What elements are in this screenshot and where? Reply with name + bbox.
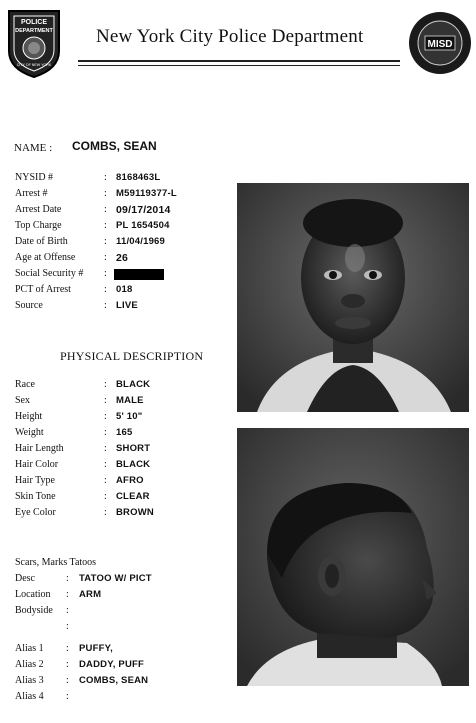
field-value: BROWN	[116, 507, 154, 518]
field-label: Alias 2	[15, 659, 44, 670]
field-value: 11/04/1969	[116, 236, 166, 247]
field-row-arrest-date: Arrest Date : 09/17/2014	[15, 204, 171, 216]
field-label: Source	[15, 300, 43, 311]
field-value: DADDY, PUFF	[79, 659, 145, 670]
field-row-alias-3: Alias 3 : COMBS, SEAN	[15, 675, 149, 686]
field-row-hair-type: Hair Type : AFRO	[15, 475, 144, 486]
redaction-box	[114, 269, 164, 280]
logo-text-department: DEPARTMENT	[15, 28, 53, 34]
logo-text-city: CITY OF NEW YORK	[16, 63, 52, 67]
field-value: M59119377-L	[116, 188, 177, 199]
field-row-height: Height : 5' 10"	[15, 411, 143, 422]
marks-heading	[0, 557, 235, 573]
field-value: BLACK	[116, 379, 151, 390]
header-rule-thin	[78, 65, 400, 66]
field-row-sex: Sex : MALE	[15, 395, 144, 406]
field-label: Weight	[15, 427, 44, 438]
field-row-arrest-number: Arrest # : M59119377-L	[15, 188, 177, 199]
field-label: Arrest Date	[15, 204, 62, 215]
physical-description-heading: PHYSICAL DESCRIPTION	[60, 349, 204, 363]
field-value: MALE	[116, 395, 144, 406]
field-label: Eye Color	[15, 507, 56, 518]
field-value: PL 1654504	[116, 220, 170, 231]
field-row-social-security: Social Security # :	[0, 268, 235, 284]
field-label: Bodyside	[15, 605, 53, 616]
field-label: Date of Birth	[15, 236, 68, 247]
field-row-nysid: NYSID # : 8168463L	[15, 172, 161, 183]
field-value: PUFFY,	[79, 643, 113, 654]
field-row-pct-of-arrest: PCT of Arrest : 018	[15, 284, 133, 295]
field-value: 165	[116, 427, 133, 438]
marks-heading-label: Scars, Marks Tatoos	[15, 557, 97, 568]
field-row-alias-2: Alias 2 : DADDY, PUFF	[15, 659, 145, 670]
header-rule	[78, 60, 400, 62]
field-row-top-charge: Top Charge : PL 1654504	[15, 220, 170, 231]
field-value: ARM	[79, 589, 102, 600]
field-row-alias-1: Alias 1 : PUFFY,	[15, 643, 113, 654]
field-value: 8168463L	[116, 172, 161, 183]
field-value: BLACK	[116, 459, 151, 470]
field-row-race: Race : BLACK	[15, 379, 151, 390]
field-row-desc: Desc : TATOO W/ PICT	[15, 573, 152, 584]
field-label: Alias 1	[15, 643, 44, 654]
page-title: New York City Police Department	[96, 26, 364, 47]
field-row-source: Source : LIVE	[15, 300, 138, 311]
field-label: Desc	[15, 573, 35, 584]
field-label: Hair Color	[15, 459, 59, 470]
field-label: Sex	[15, 395, 30, 406]
field-value: CLEAR	[116, 491, 150, 502]
field-label: Race	[15, 379, 35, 390]
logo-text-misd: MISD	[427, 39, 453, 50]
field-label: Height	[15, 411, 43, 422]
field-label: Hair Length	[15, 443, 64, 454]
field-value: SHORT	[116, 443, 151, 454]
field-row-alias-4: Alias 4 :	[15, 691, 69, 702]
field-row-age-at-offense: Age at Offense : 26	[15, 252, 129, 264]
field-row-hair-length: Hair Length : SHORT	[15, 443, 151, 454]
field-value: 26	[116, 252, 129, 264]
field-label: NYSID #	[15, 172, 54, 183]
field-label: PCT of Arrest	[15, 284, 71, 295]
field-value: 5' 10"	[116, 411, 143, 422]
misd-seal-logo	[407, 10, 473, 76]
field-label: Age at Offense	[15, 252, 76, 263]
field-row-hair-color: Hair Color : BLACK	[15, 459, 151, 470]
field-row-weight: Weight : 165	[15, 427, 133, 438]
field-label: Alias 4	[15, 691, 44, 702]
field-label: Hair Type	[15, 475, 55, 486]
field-value: LIVE	[116, 300, 138, 311]
field-value: COMBS, SEAN	[79, 675, 149, 686]
field-value: 09/17/2014	[116, 204, 171, 216]
field-value: AFRO	[116, 475, 144, 486]
field-label: Top Charge	[15, 220, 62, 231]
field-row-eye-color: Eye Color : BROWN	[15, 507, 154, 518]
field-label: Social Security #	[15, 268, 84, 279]
field-value: 018	[116, 284, 133, 295]
name-label: NAME :	[14, 142, 53, 154]
name-value: COMBS, SEAN	[72, 139, 157, 153]
field-label: Location	[15, 589, 51, 600]
field-row-blank: :	[66, 621, 69, 632]
logo-text-police: POLICE	[20, 19, 48, 26]
field-row-date-of-birth: Date of Birth : 11/04/1969	[15, 236, 166, 247]
police-department-patch-logo	[5, 7, 63, 79]
field-label: Skin Tone	[15, 491, 56, 502]
field-row-skin-tone: Skin Tone : CLEAR	[15, 491, 150, 502]
field-label: Alias 3	[15, 675, 44, 686]
field-label: Arrest #	[15, 188, 48, 199]
mugshot-profile-photo	[237, 428, 469, 686]
mugshot-front-photo	[237, 183, 469, 412]
field-row-bodyside: Bodyside :	[15, 605, 69, 616]
field-row-location: Location : ARM	[15, 589, 102, 600]
field-value: TATOO W/ PICT	[79, 573, 152, 584]
